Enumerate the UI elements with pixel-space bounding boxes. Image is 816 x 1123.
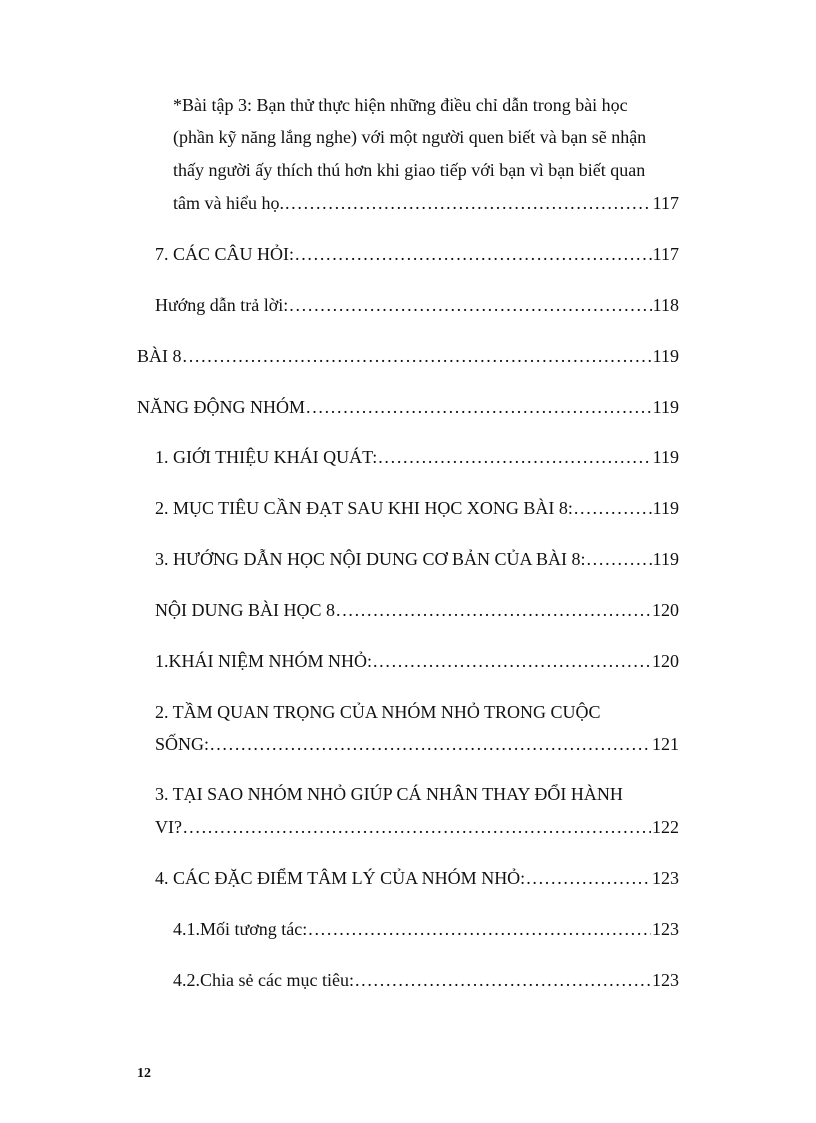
toc-entry-title: BÀI 8	[137, 346, 182, 366]
toc-entry-title: 3. TẠI SAO NHÓM NHỎ GIÚP CÁ NHÂN THAY ĐỔI HÀNH	[155, 784, 623, 804]
toc-page-number: 120	[652, 651, 679, 671]
dot-leader	[373, 644, 651, 678]
toc-entry-title: Hướng dẫn trả lời:	[155, 295, 289, 315]
toc-entry-title: 7. CÁC CÂU HỎI:	[155, 244, 295, 264]
toc-page-number: 120	[652, 600, 679, 620]
dot-leader	[378, 440, 651, 474]
toc-entry-title: 4.2.Chia sẻ các mục tiêu:	[173, 970, 354, 990]
toc-entry-text-line: *Bài tập 3: Bạn thử thực hiện những điều chỉ dẫn trong bài học	[173, 95, 628, 115]
toc-entry-line	[155, 288, 679, 322]
toc-entry-title: 2. MỤC TIÊU CẦN ĐẠT SAU KHI HỌC XONG BÀI 8:	[155, 498, 573, 518]
dot-leader	[285, 186, 652, 220]
dot-leader	[526, 861, 651, 895]
dot-leader	[183, 810, 651, 844]
toc-entry-title: 4. CÁC ĐẶC ĐIỂM TÂM LÝ CỦA NHÓM NHỎ:	[155, 868, 526, 888]
toc-page-number: 119	[652, 549, 679, 569]
dot-leader	[586, 542, 651, 576]
toc-entry-title: NĂNG ĐỘNG NHÓM	[137, 397, 305, 417]
toc-page-number: 122	[652, 817, 679, 837]
toc-page-number: 123	[652, 919, 679, 939]
toc-entry-text-line: thấy người ấy thích thú hơn khi giao tiếp với bạn vì bạn biết quan	[173, 160, 646, 180]
toc-page-number: 118	[652, 295, 679, 315]
dot-leader	[336, 593, 651, 627]
toc-page-number: 117	[652, 244, 679, 264]
toc-page-number: 119	[652, 346, 679, 366]
dot-leader	[355, 963, 651, 997]
toc-entry-last-line	[173, 186, 679, 220]
dot-leader	[210, 727, 651, 761]
toc-entry-line	[155, 593, 679, 627]
toc-entry-line	[155, 644, 679, 678]
dot-leader	[295, 237, 652, 271]
toc-entry-title: 1.KHÁI NIỆM NHÓM NHỎ:	[155, 651, 372, 671]
toc-entry-title-continued: VI?	[155, 817, 182, 837]
toc-entry-line	[137, 339, 679, 373]
toc-entry-line	[155, 237, 679, 271]
toc-entry-line	[155, 810, 679, 844]
toc-entry-text-line: (phần kỹ năng lắng nghe) với một người quen biết và bạn sẽ nhận	[173, 127, 647, 147]
toc-page-number: 123	[652, 970, 679, 990]
toc-entry-title: 3. HƯỚNG DẪN HỌC NỘI DUNG CƠ BẢN CỦA BÀI 8:	[155, 549, 586, 569]
toc-entry-title: 2. TẦM QUAN TRỌNG CỦA NHÓM NHỎ TRONG CUỘC	[155, 702, 601, 722]
toc-entry-title: NỘI DUNG BÀI HỌC 8	[155, 600, 335, 620]
toc-page-number: 121	[652, 734, 679, 754]
toc-entry-line	[173, 963, 679, 997]
toc-entry-title: tâm và hiểu họ.	[173, 193, 284, 213]
toc-entry-line	[173, 912, 679, 946]
page-number: 12	[137, 1066, 151, 1081]
toc-entry-title: 1. GIỚI THIỆU KHÁI QUÁT:	[155, 447, 378, 467]
toc-entry-title: 4.1.Mối tương tác:	[173, 919, 308, 939]
toc-page-number: 119	[652, 498, 679, 518]
toc-entry-line	[155, 440, 679, 474]
dot-leader	[574, 491, 652, 525]
dot-leader	[183, 339, 652, 373]
toc-page-number: 119	[652, 397, 679, 417]
toc-page-number: 117	[652, 193, 679, 213]
toc-page-number: 119	[652, 447, 679, 467]
toc-entry-line	[155, 727, 679, 761]
toc-page-number: 123	[652, 868, 679, 888]
dot-leader	[308, 912, 651, 946]
dot-leader	[289, 288, 651, 322]
toc-entry-line	[155, 491, 679, 525]
toc-entry-title-continued: SỐNG:	[155, 734, 210, 754]
toc-entry-line	[137, 390, 679, 424]
dot-leader	[306, 390, 652, 424]
toc-entry-line	[155, 861, 679, 895]
toc-entry-line	[155, 542, 679, 576]
